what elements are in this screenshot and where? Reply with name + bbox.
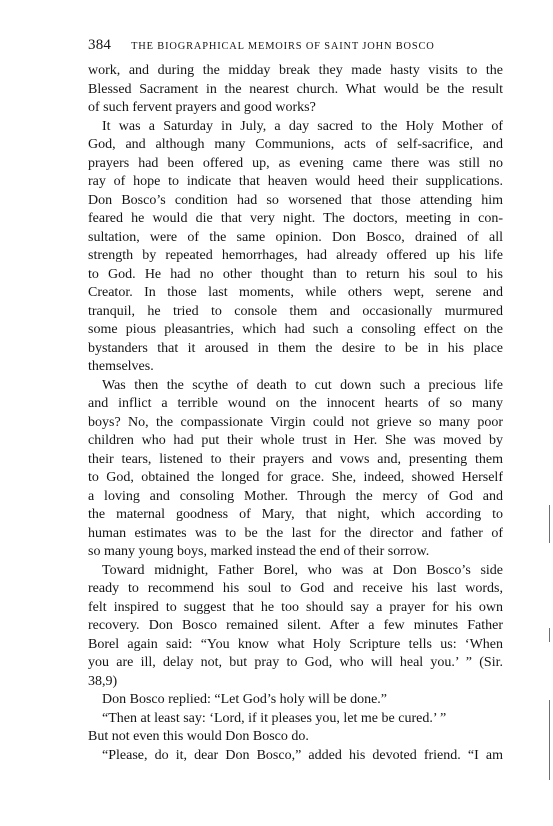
text-line: felt inspired to suggest that he too should say a prayer for his own bbox=[88, 599, 503, 615]
text-line: and inflict a terrible wound on the innocent hearts of so many bbox=[88, 396, 503, 411]
text-line: ray of hope to indicate that heaven would heed their supplications. bbox=[88, 174, 503, 189]
text-line: so many young boys, marked instead the end of their sorrow. bbox=[88, 544, 430, 559]
text-line: Don Bosco’s condition had so worsened that those attending him bbox=[88, 192, 503, 208]
text-line: But not even this would Don Bosco do. bbox=[88, 729, 309, 744]
text-line: to God, obtained the longed for grace. She, indeed, showed Herself bbox=[88, 470, 503, 485]
text-line: to God. He had no other thought than to return his soul to his bbox=[88, 266, 503, 282]
running-header bbox=[88, 37, 503, 55]
text-line: tranquil, he tried to console them and occasionally murmured bbox=[88, 303, 503, 319]
text-line: “Then at least say: ‘Lord, if it pleases you, let me be cured.’ ” bbox=[102, 710, 447, 726]
page-number: 384 bbox=[88, 37, 112, 53]
text-line: sultation, were of the same opinion. Don Bosco, drained of all bbox=[88, 229, 503, 245]
text-line: their tears, listened to their prayers and vows and, presenting them bbox=[88, 451, 503, 467]
text-line: Borel again said: “You know what Holy Scripture tells us: ‘When bbox=[88, 636, 503, 652]
text-line: Creator. In those last moments, while others wept, serene and bbox=[88, 285, 503, 300]
text-line: children who had put their whole trust in Her. She was moved by bbox=[88, 433, 503, 448]
text-line: prayers had been offered up, as evening came there was still no bbox=[88, 155, 503, 171]
text-line: bystanders that it aroused in them the desire to be in his place bbox=[88, 340, 503, 356]
text-line: some pious pleasantries, which had such a consoling effect on the bbox=[88, 322, 503, 337]
text-line: God, and although many Communions, acts of self-sacrifice, and bbox=[88, 137, 503, 152]
text-line: recovery. Don Bosco remained silent. After a few minutes Father bbox=[88, 618, 503, 633]
text-line: Toward midnight, Father Borel, who was at Don Bosco’s side bbox=[102, 562, 503, 578]
scan-edge-mark bbox=[549, 628, 550, 642]
text-line: Blessed Sacrament in the nearest church. What would be the result bbox=[88, 81, 503, 97]
text-line: strength by repeated hemorrhages, had already offered up his life bbox=[88, 248, 503, 263]
text-line: themselves. bbox=[88, 359, 154, 374]
text-line: ready to recommend his soul to God and receive his last words, bbox=[88, 581, 503, 596]
text-line: 38,9) bbox=[88, 673, 118, 689]
text-line: work, and during the midday break they made hasty visits to the bbox=[88, 63, 503, 78]
text-line: human estimates was to be the last for the director and father of bbox=[88, 525, 503, 541]
text-line: a loving and consoling Mother. Through the mercy of God and bbox=[88, 488, 503, 504]
text-line: Don Bosco replied: “Let God’s holy will be done.” bbox=[102, 692, 387, 707]
text-line: It was a Saturday in July, a day sacred to the Holy Mother of bbox=[102, 118, 503, 134]
text-line: of such fervent prayers and good works? bbox=[88, 100, 316, 115]
scan-edge-mark bbox=[549, 505, 550, 543]
body-text bbox=[88, 62, 503, 765]
text-line: Was then the scythe of death to cut down such a precious life bbox=[102, 377, 503, 393]
text-line: the maternal goodness of Mary, that night, which according to bbox=[88, 507, 503, 522]
text-line: “Please, do it, dear Don Bosco,” added his devoted friend. “I am bbox=[102, 747, 503, 763]
text-line: feared he would die that very night. The doctors, meeting in con- bbox=[88, 211, 503, 226]
text-line: you are ill, delay not, but pray to God, who will heal you.’ ” (Sir. bbox=[88, 655, 503, 670]
text-line: boys? No, the compassionate Virgin could not grieve so many poor bbox=[88, 414, 503, 430]
running-title: THE BIOGRAPHICAL MEMOIRS OF SAINT JOHN BOSCO bbox=[131, 41, 435, 52]
scan-edge-mark bbox=[549, 700, 550, 780]
